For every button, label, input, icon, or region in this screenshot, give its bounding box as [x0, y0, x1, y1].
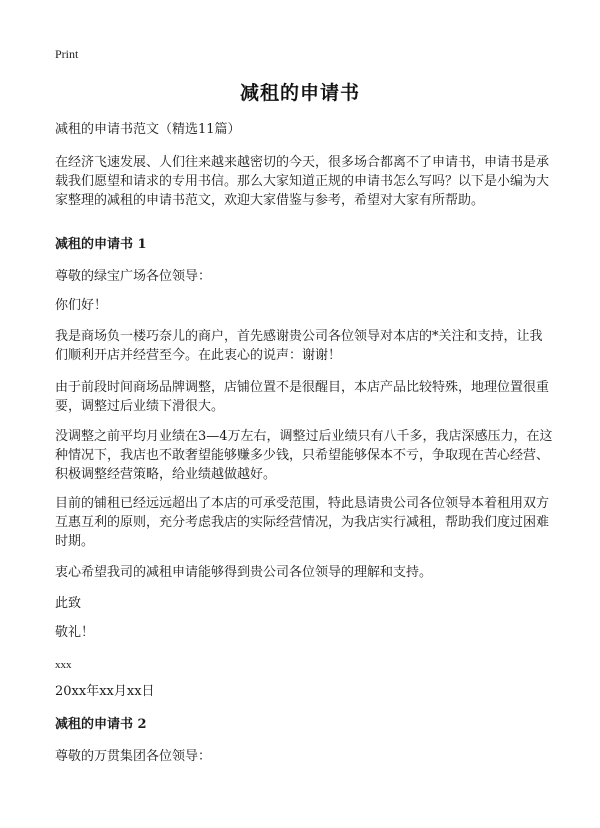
- section-1-paragraph-2: 由于前段时间商场品牌调整，店铺位置不是很醒目，本店产品比较特殊，地理位置很重要，调整过后业绩下滑很大。: [55, 380, 550, 414]
- closing-line-1: 此致: [55, 596, 82, 611]
- signature: xxx: [55, 659, 72, 671]
- print-label: Print: [55, 47, 79, 61]
- date-line: 20xx年xx月xx日: [55, 684, 155, 699]
- section-1-greeting: 你们好！: [55, 298, 108, 313]
- intro-paragraph: 在经济飞速发展、人们往来越来越密切的今天，很多场合都离不了申请书，申请书是承载我们愿望和请求的专用书信。那么大家知道正规的申请书怎么写吗？以下是小编为大家整理的减租的申请书范文，欢迎大家借鉴与参考，希望对大家有所帮助。: [55, 155, 550, 208]
- section-1-paragraph-4: 目前的铺租已经远远超出了本店的可承受范围，特此恳请贵公司各位领导本着租用双方互惠互利的原则，充分考虑我店的实际经营情况，为我店实行减租，帮助我们度过困难时期。: [55, 496, 550, 549]
- section-1-paragraph-1: 我是商场负一楼巧奈儿的商户，首先感谢贵公司各位领导对本店的*关注和支持，让我们顺利开店并经营至今。在此衷心的说声：谢谢！: [55, 329, 543, 363]
- section-1-paragraph-5: 衷心希望我司的减租申请能够得到贵公司各位领导的理解和支持。: [55, 565, 433, 580]
- document-subtitle: 减租的申请书范文（精选11篇）: [55, 122, 241, 137]
- section-1-paragraph-3: 没调整之前平均月业绩在3—4万左右，调整过后业绩只有八千多，我店深感压力，在这种情况下，我店也不敢奢望能够赚多少钱，只希望能够保本不亏，争取现在苦心经营、积极调整经营策略，给业绩越做越好。: [55, 429, 553, 482]
- section-1-salutation: 尊敬的绿宝广场各位领导：: [55, 269, 212, 284]
- section-2-salutation: 尊敬的万贯集团各位领导：: [55, 749, 212, 764]
- closing-line-2: 敬礼！: [55, 625, 95, 640]
- section-1-heading: 减租的申请书 1: [55, 237, 147, 252]
- document-title: 减租的申请书: [239, 82, 360, 104]
- section-2-heading: 减租的申请书 2: [55, 717, 147, 732]
